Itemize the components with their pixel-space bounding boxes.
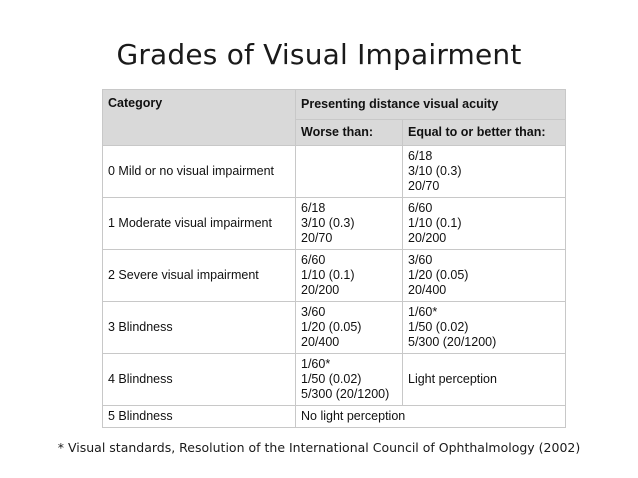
header-category: Category [103, 90, 296, 146]
merged-acuity-cell: No light perception [296, 406, 566, 428]
acuity-value: 20/200 [301, 283, 340, 297]
acuity-value: 1/10 (0.1) [301, 268, 355, 282]
acuity-value: 6/18 [408, 149, 433, 163]
acuity-value: 6/18 [301, 201, 326, 215]
acuity-value: 5/300 (20/1200) [301, 387, 390, 401]
acuity-value: 3/60 [301, 305, 326, 319]
table-header-row [103, 90, 566, 120]
table-row [103, 354, 566, 406]
footnote: * Visual standards, Resolution of the International Council of Ophthalmology (2002) [57, 440, 581, 455]
acuity-value: 1/20 (0.05) [301, 320, 362, 334]
visual-impairment-table [102, 89, 566, 428]
acuity-value: 20/200 [408, 231, 447, 245]
category-cell: 2 Severe visual impairment [103, 250, 296, 302]
header-worse: Worse than: [296, 120, 403, 146]
equal-or-better-cell [403, 250, 566, 302]
acuity-value: 20/400 [301, 335, 340, 349]
equal-or-better-cell [403, 198, 566, 250]
acuity-value: Light perception [408, 372, 497, 386]
category-cell: 1 Moderate visual impairment [103, 198, 296, 250]
acuity-value: 1/50 (0.02) [408, 320, 469, 334]
acuity-value: 20/70 [301, 231, 333, 245]
acuity-value: 1/20 (0.05) [408, 268, 469, 282]
worse-than-cell [296, 250, 403, 302]
category-cell: 4 Blindness [103, 354, 296, 406]
acuity-value: 20/400 [408, 283, 447, 297]
header-equal: Equal to or better than: [403, 120, 566, 146]
worse-than-cell [296, 198, 403, 250]
slide-title: Grades of Visual Impairment [116, 38, 522, 71]
table-row [103, 406, 566, 428]
acuity-value: 1/60* [408, 305, 438, 319]
acuity-value: 3/60 [408, 253, 433, 267]
category-cell: 3 Blindness [103, 302, 296, 354]
worse-than-cell [296, 302, 403, 354]
acuity-value: 5/300 (20/1200) [408, 335, 497, 349]
equal-or-better-cell [403, 354, 566, 406]
table-row [103, 146, 566, 198]
acuity-value: 6/60 [301, 253, 326, 267]
acuity-value: 1/60* [301, 357, 331, 371]
equal-or-better-cell [403, 146, 566, 198]
category-cell: 0 Mild or no visual impairment [103, 146, 296, 198]
worse-than-cell [296, 354, 403, 406]
table-row [103, 198, 566, 250]
worse-than-cell [296, 146, 403, 198]
table-row [103, 250, 566, 302]
acuity-value: 6/60 [408, 201, 433, 215]
header-acuity: Presenting distance visual acuity [296, 90, 566, 120]
acuity-value: 3/10 (0.3) [408, 164, 462, 178]
acuity-value: 20/70 [408, 179, 440, 193]
equal-or-better-cell [403, 302, 566, 354]
table-row [103, 302, 566, 354]
acuity-value: 1/50 (0.02) [301, 372, 362, 386]
acuity-value: 3/10 (0.3) [301, 216, 355, 230]
category-cell: 5 Blindness [103, 406, 296, 428]
acuity-value: 1/10 (0.1) [408, 216, 462, 230]
